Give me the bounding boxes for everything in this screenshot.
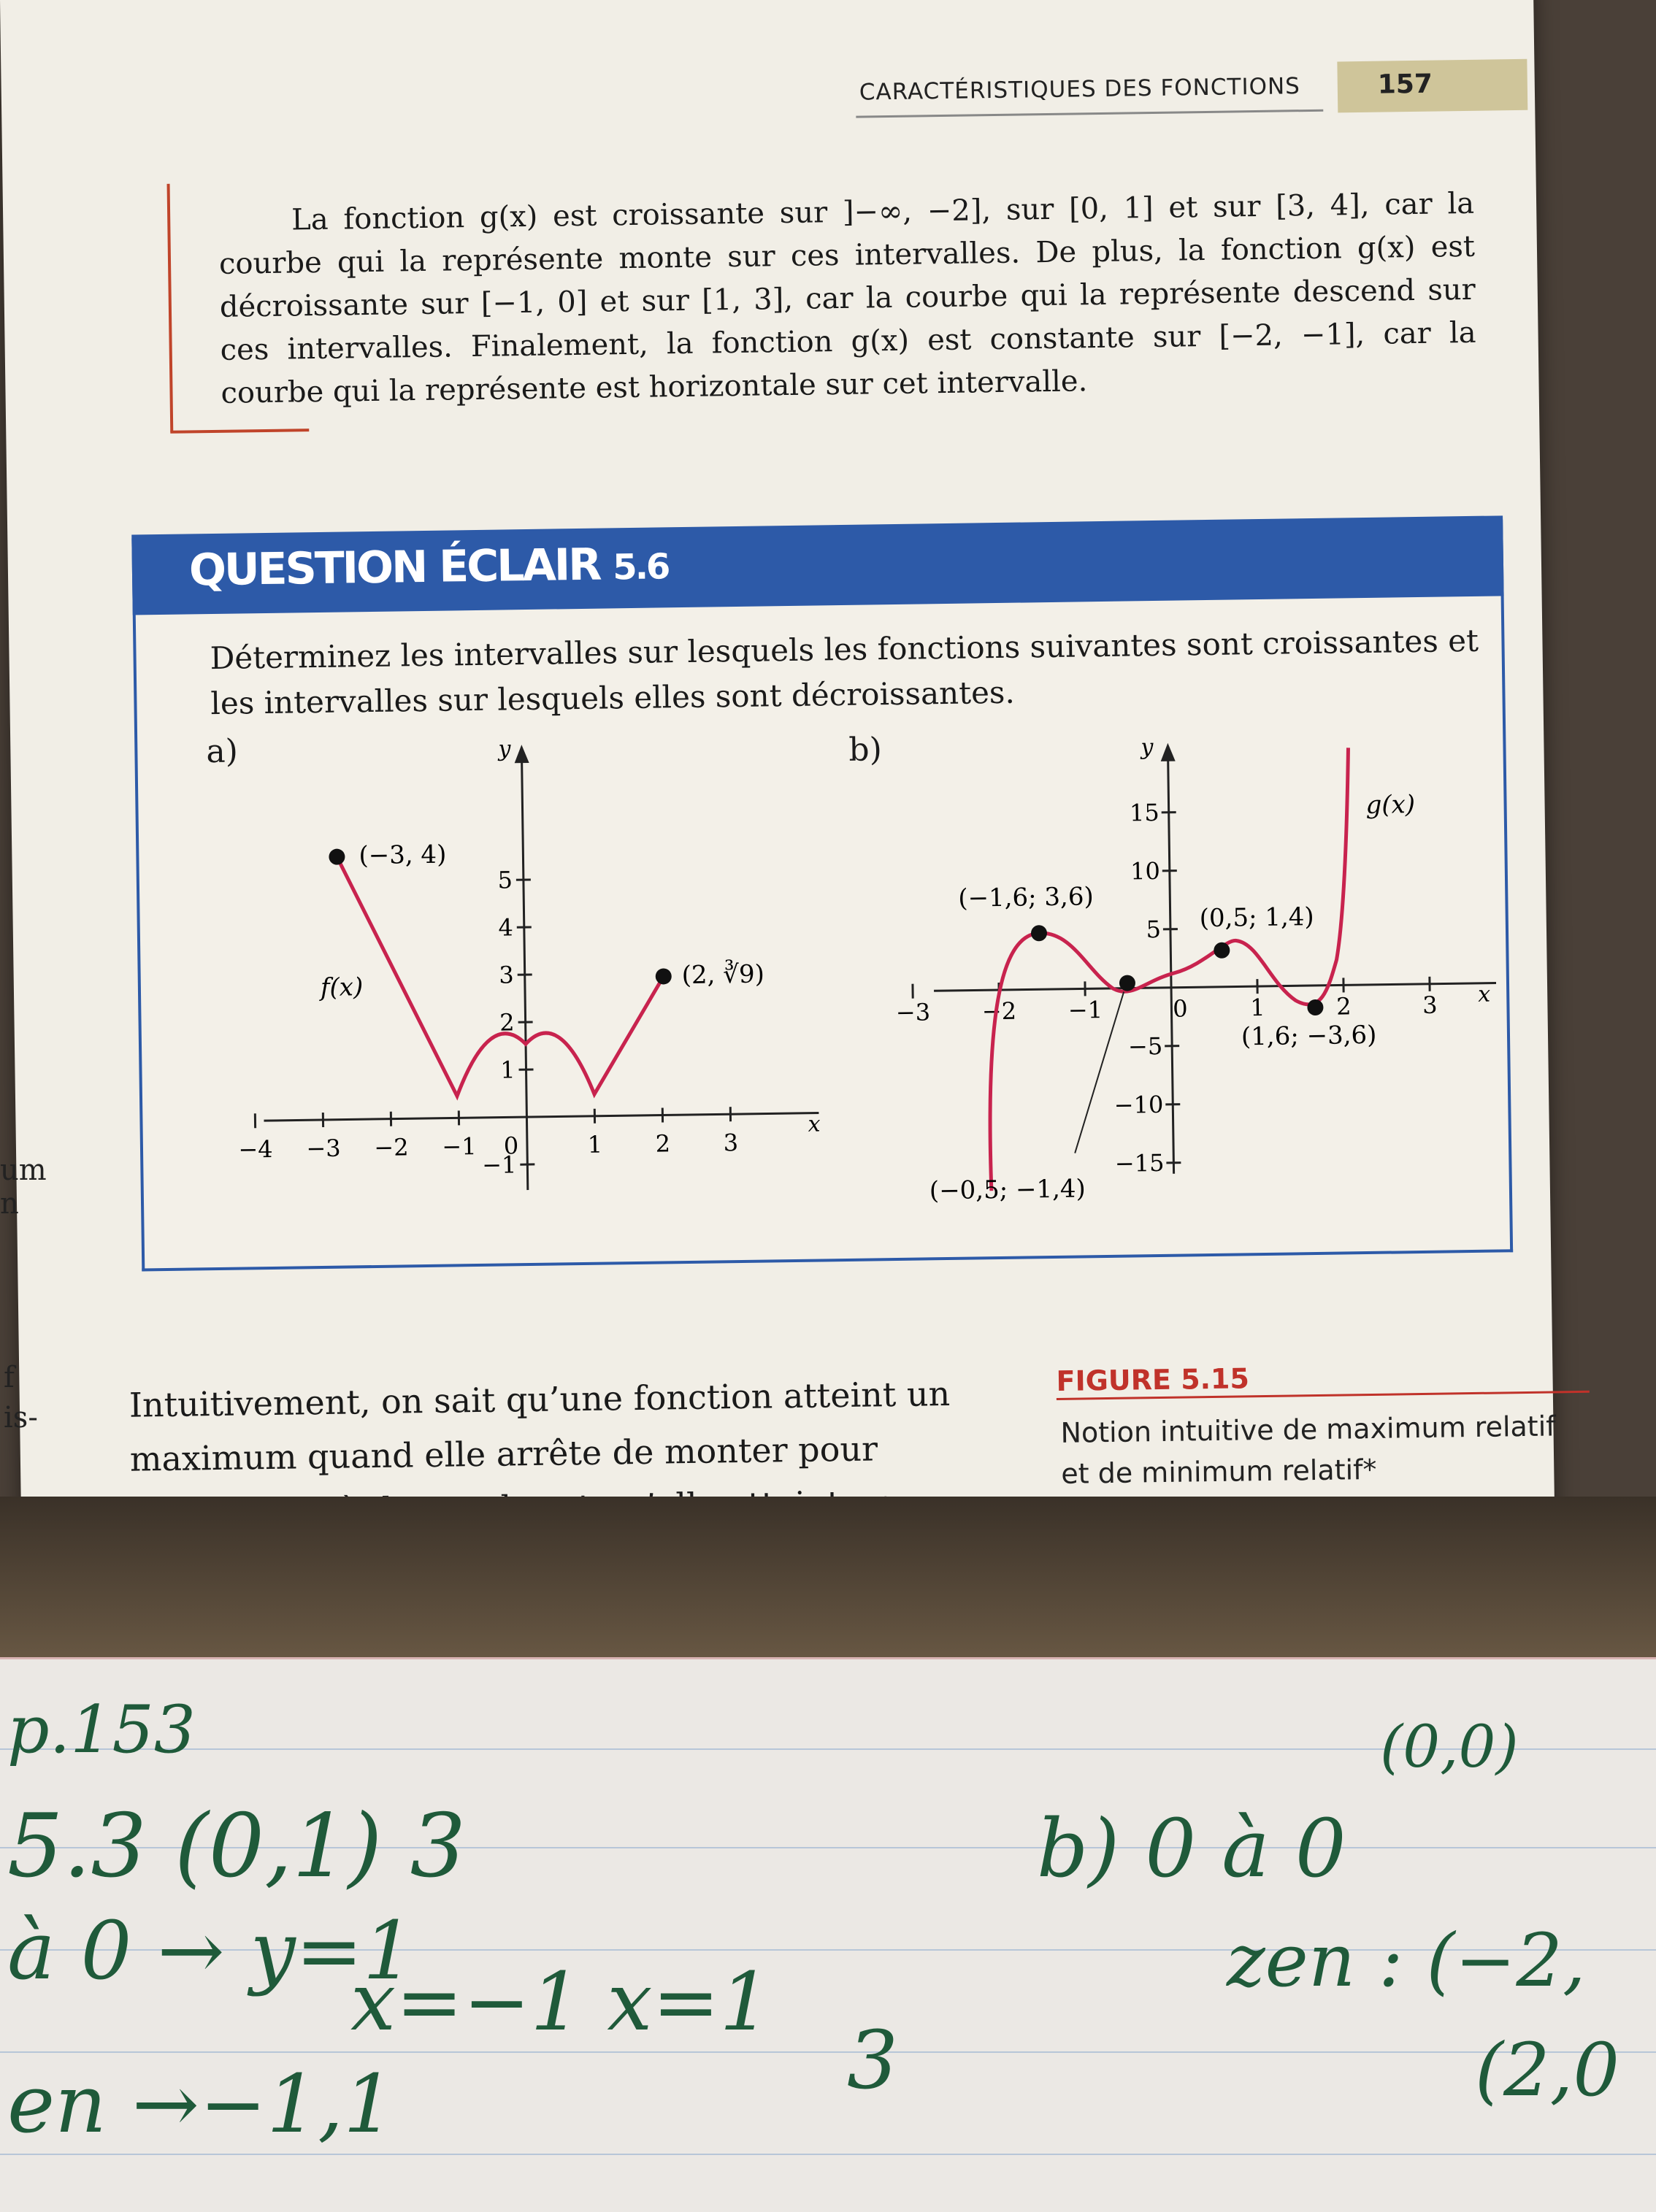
graph-b-function-label: g(x) [1365,790,1415,820]
graph-a-y-tick-label: 4 [498,913,513,941]
graph-a-y-tick-label: −1 [482,1151,517,1179]
graph-b-y-tick-label: −10 [1113,1091,1163,1119]
graph-a-x-label: x [808,1111,820,1137]
running-title: CARACTÉRISTIQUES DES FONCTIONS [859,73,1300,105]
graph-a-function-label: f(x) [318,972,364,1002]
graph-b-y-label: y [1139,734,1154,760]
graph-b-x-tick-label: −1 [1068,996,1103,1024]
graph-b-x-tick-label: −2 [982,997,1017,1026]
graph-b-x-tick-label: 3 [1422,991,1438,1019]
handwriting-line2: 5.3 (0,1) 3 [7,1796,466,1897]
handwriting-right2: (0,0) [1380,1713,1519,1781]
part-b-label: b) [848,731,882,769]
body-text: Intuitivement, on sait qu’une fonction atteint un maximum quand elle arrête de monter pour [129,1366,993,1594]
handwriting-line3: à 0 → y=1 [7,1904,414,1997]
margin-is: is- [4,1398,38,1438]
handwriting-line5: 3 [847,2013,898,2107]
graph-a-y-tick-label: 5 [497,866,513,894]
graph-b-point-min-mid-label: (−0,5; −1,4) [929,1174,1086,1205]
graph-b-point-max-left-label: (−1,6; 3,6) [958,882,1094,913]
graph-b-x-tick-label: −3 [896,998,931,1026]
handwriting-line4: x=−1 x=1 [350,1955,771,2048]
graph-b-y-tick-label: −5 [1128,1032,1163,1061]
handwriting-line6: en →−1,1 [7,2057,394,2151]
question-text: Déterminez les intervalles sur lesquels les fonctions suivantes sont croissantes et les intervalles sur lesquels elles sont décroissantes. [210,618,1481,726]
graph-a-x-tick-label: 2 [656,1129,671,1157]
graph-a-point-left-label: (−3, 4) [359,840,446,871]
figure-title: FIGURE 5.15 [1056,1362,1249,1397]
figure-caption: Notion intuitive de maximum relatif et de minimum relatif* [1060,1405,1587,1494]
graph-a-point-right-label: (2, ∛9) [681,959,764,991]
graph-a-y-tick-label: 3 [499,961,514,988]
graph-b-y-tick-label: −15 [1115,1149,1165,1178]
graph-a-x-tick-label: 1 [588,1131,603,1159]
graph-b-x-tick-label: 0 [1173,994,1188,1022]
graph-a-x-tick-label: −4 [238,1135,273,1164]
graph-b-y-tick-label: 15 [1130,799,1159,827]
graph-a-x-tick-label: −3 [306,1134,341,1163]
handwriting-line1: p.153 [7,1691,196,1768]
graph-a-x-tick-label: −2 [374,1133,409,1161]
handwriting-right1: b) 0 à 0 [1037,1802,1346,1895]
handwriting-right3: zen : (−2, [1226,1918,1586,2003]
graph-a-y-tick-label: 2 [499,1008,515,1036]
graph-a-x-tick-label: 3 [724,1129,739,1156]
graph-b-y-tick-label: 10 [1130,857,1160,886]
margin-um: um [0,1153,47,1187]
question-title-main: QUESTION ÉCLAIR [188,539,599,596]
graph-b-point-min-right-label: (1,6; −3,6) [1241,1021,1377,1052]
question-title-num: 5.6 [613,546,669,588]
graph-a-y-tick-label: 1 [500,1056,515,1083]
intro-text: La fonction g(x) est croissante sur ]−∞, −2], sur [0, 1] et sur [3, 4], car la courbe qui la représente monte sur ces intervalles. De plus, la fonction g(x) est décroissante sur [−1, 0] et sur [1, 3], car la courbe qui la représente descend sur ces intervalles. Finalement, la fonction g(x) est constante sur [−2, −1], car la courbe qui la représente est horizontale sur cet intervalle. [218,183,1477,415]
part-a-label: a) [206,733,238,771]
graph-b-x-tick-label: 1 [1250,994,1265,1021]
graph-b-x-label: x [1478,982,1490,1007]
margin-f: f [4,1358,38,1398]
graph-b-point-max-right-label: (0,5; 1,4) [1199,902,1314,933]
handwriting-right4: (2,0 [1475,2027,1619,2113]
graph-b-x-tick-label: 2 [1336,992,1352,1020]
margin-n: n [0,1187,47,1221]
graph-a-x-tick-label: 0 [504,1132,519,1159]
graph-a-y-label: y [497,736,511,761]
graph-b-y-tick-label: 5 [1146,915,1161,943]
page-number: 157 [1378,69,1433,100]
graph-a-x-tick-label: −1 [442,1132,477,1161]
